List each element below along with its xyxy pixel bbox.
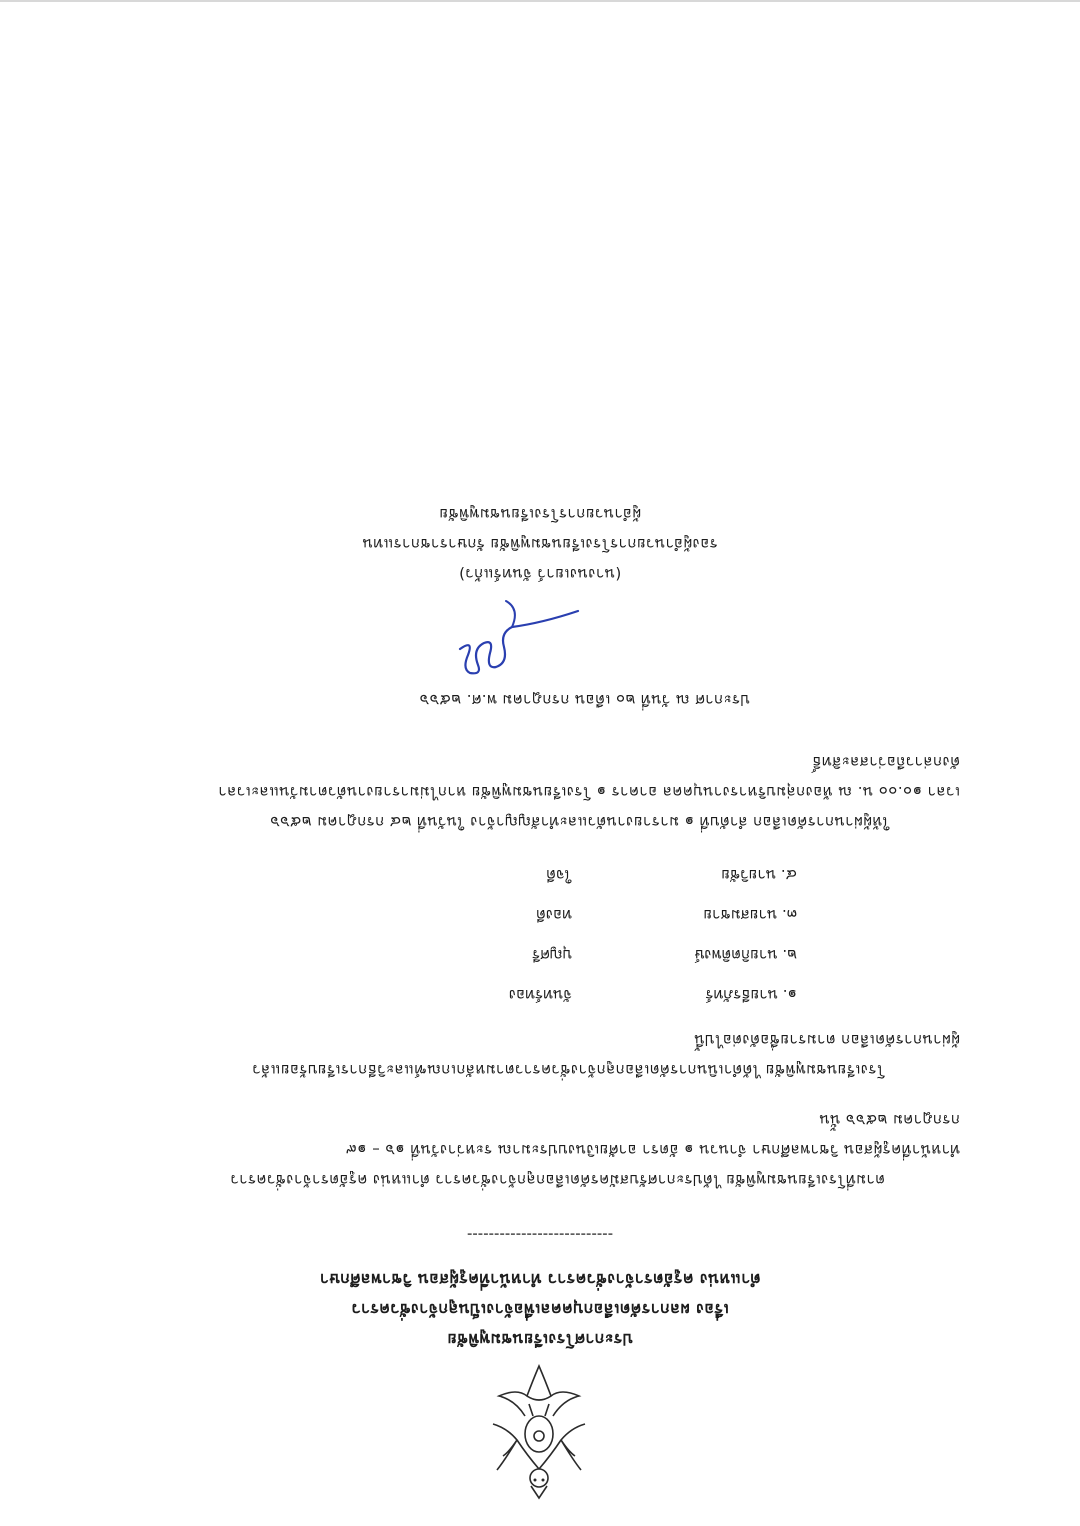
signature-icon: [432, 593, 582, 683]
para3-line1: ให้ผู้ผ่านการคัดเลือก ลำดับที่ ๑ มารายงานตัวและทำสัญญาจ้าง ในวันที่ ๒๔ กรกฎาคม ๒๕๖๖: [269, 813, 890, 831]
candidate-name: ๑. นายธีรภัทร์: [705, 986, 797, 1004]
signer-title-line2: ผู้อำนวยการโรงเรียนชมพูพิชัย: [438, 505, 642, 523]
para1-line1: ตามที่โรงเรียนชมพูพิชัย ได้ประกาศรับสมัครคัดเลือกลูกจ้างชั่วคราว ตำแหน่ง ครูอัตราจ้างชั่วคราว: [229, 1171, 885, 1189]
para2-line1: โรงเรียนชมพูพิชัย ได้ดำเนินการคัดเลือกลูกจ้างชั่วคราวตามหลักเกณฑ์และวิธีการเรียบร้อยแล้ว: [251, 1061, 885, 1079]
candidate-name: ๒. นายกิตติพงษ์: [694, 946, 797, 964]
candidate-surname: จันทร์ทอง: [508, 986, 572, 1004]
candidate-surname: ใจดี: [546, 866, 572, 884]
para3-line2: เวลา ๑๐.๐๐ น. ณ ห้องกลุ่มบริหารงานบุคคล อาคาร ๑ โรงเรียนชมพูพิชัย หากไม่มารายงานตัวตามวันและเวลา: [217, 783, 960, 801]
candidate-surname: ทองดี: [536, 906, 572, 924]
org-title: ประกาศโรงเรียนชมพูพิชัย: [447, 1330, 633, 1349]
announcement-date: ประกาศ ณ วันที่ ๒๐ เดือน กรกฎาคม พ.ศ. ๒๕๖๖: [419, 691, 750, 709]
para2-line2: ผู้ผ่านการคัดเลือก ตามรายชื่อดังต่อไปนี้: [693, 1031, 960, 1049]
subject-line: เรื่อง ผลการคัดเลือกบุคคลเพื่อจ้างเป็นลูกจ้างชั่วคราว: [351, 1300, 729, 1319]
candidate-surname: บุญศรี: [532, 946, 572, 964]
scan-edge-line: [0, 0, 1080, 2]
candidate-name: ๔. นายวิชัย: [721, 866, 797, 884]
para1-line2: ทำหน้าที่ครูผู้สอน วิชาพลศึกษา จำนวน ๑ อัตรา อาศัยเงินงบประมาณ ระหว่างวันที่ ๑๖ – ๑๙: [345, 1141, 960, 1159]
position-line: ตำแหน่ง ครูอัตราจ้างชั่วคราว ทำหน้าที่ครูผู้สอน วิชาพลศึกษา: [319, 1270, 761, 1289]
para3-line3: ดังกล่าวถือว่าสละสิทธิ์: [811, 753, 960, 771]
garuda-emblem-icon: [487, 1360, 591, 1500]
para1-line3: กรกฎาคม ๒๕๖๖ นั้น: [819, 1111, 960, 1129]
signer-title-line1: รองผู้อำนวยการโรงเรียนชมพูพิชัย รักษาราชการแทน: [362, 535, 718, 553]
signer-name: (นางนงเยาว์ จันทร์แก้ว): [458, 565, 622, 583]
candidate-name: ๓. นายสมชาย: [703, 906, 797, 924]
header-separator: ---------------------------: [466, 1226, 614, 1244]
